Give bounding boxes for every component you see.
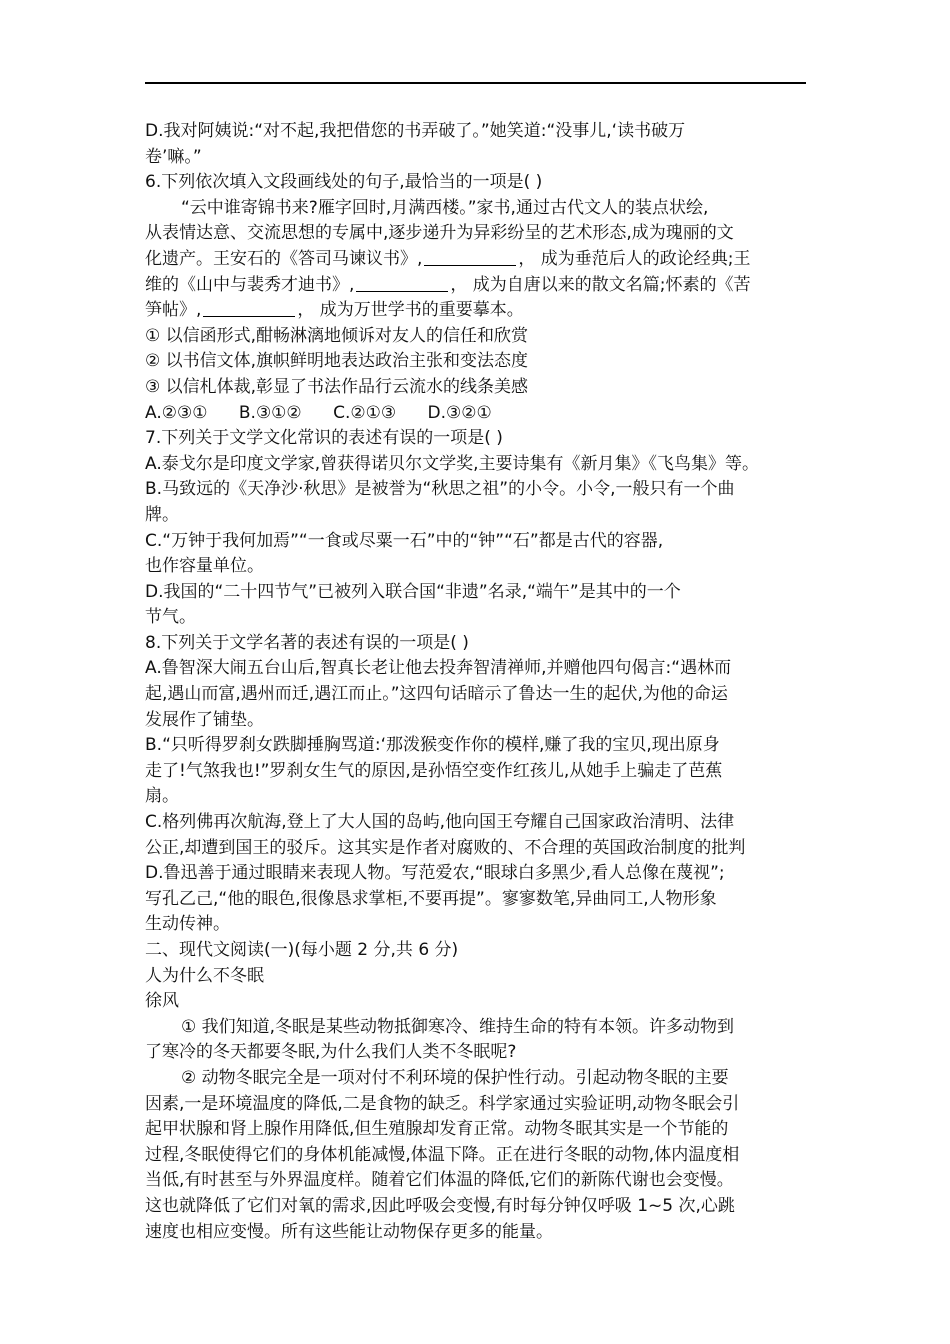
q6-passage-text: 化遗产。王安石的《答司马谏议书》, (145, 248, 423, 269)
paragraph-2-line: ② 动物冬眠完全是一项对付不利环境的保护性行动。引起动物冬眠的主要 (181, 1067, 729, 1088)
document-body (145, 119, 809, 1245)
q7-line: 牌。 (145, 504, 179, 525)
q7-line: C.“万钟于我何加焉”“一食或尽粟一石”中的“钟”“石”都是古代的容器, (145, 530, 664, 551)
q8-line: 发展作了铺垫。 (145, 709, 264, 730)
q6-passage-line (145, 273, 809, 299)
q6-passage-line: 从表情达意、交流思想的专属中,逐步递升为异彩纷呈的艺术形态,成为瑰丽的文 (145, 223, 734, 244)
q6-option-d: D.③②① (427, 402, 492, 423)
paragraph-2-line: 起甲状腺和肾上腺作用降低,但生殖腺却发育正常。动物冬眠其实是一个节能的 (145, 1119, 729, 1140)
q8-line: B.“只听得罗刹女跌脚捶胸骂道:‘那泼猴变作你的模样,赚了我的宝贝,现出原身 (145, 735, 720, 756)
q6-option-b: B.③①② (238, 402, 302, 423)
q8-line: 生动传神。 (145, 914, 230, 935)
q7-stem: 7.下列关于文学文化常识的表述有误的一项是( ) (145, 428, 503, 449)
q7-line: 也作容量单位。 (145, 556, 264, 577)
q7-line: B.马致远的《天净沙·秋思》是被誉为“秋思之祖”的小令。小令,一般只有一个曲 (145, 479, 735, 500)
q8-line: 起,遇山而富,遇州而迁,遇江而止。”这四句话暗示了鲁达一生的起伏,为他的命运 (145, 684, 728, 705)
q7-line: 节气。 (145, 607, 196, 628)
q6-passage-text: 笋帖》, (145, 300, 202, 321)
q6-passage-line (145, 298, 809, 324)
q8-line: D.鲁迅善于通过眼睛来表现人物。写范爱农,“眼球白多黑少,看人总像在蔑视”; (145, 863, 725, 884)
paragraph-2-line: 速度也相应变慢。所有这些能让动物保存更多的能量。 (145, 1221, 553, 1242)
q7-line: A.泰戈尔是印度文学家,曾获得诺贝尔文学奖,主要诗集有《新月集》《飞鸟集》等。 (145, 453, 760, 474)
q8-line: 扇。 (145, 786, 179, 807)
paragraph-2-line: 这也就降低了它们对氧的需求,因此呼吸会变慢,有时每分钟仅呼吸 1~5 次,心跳 (145, 1195, 735, 1216)
q8-line: 写孔乙己,“他的眼色,很像恳求掌柜,不要再提”。寥寥数笔,异曲同工,人物形象 (145, 888, 717, 909)
q6-passage-text: ， 成为垂范后人的政论经典;王 (518, 248, 751, 269)
q8-stem: 8.下列关于文学名著的表述有误的一项是( ) (145, 632, 469, 653)
q7-line: D.我国的“二十四节气”已被列入联合国“非遗”名录,“端午”是其中的一个 (145, 581, 681, 602)
header-rule (145, 82, 806, 84)
q6-item-2: ② 以书信文体,旗帜鲜明地表达政治主张和变法态度 (145, 351, 529, 372)
article-title: 人为什么不冬眠 (145, 965, 264, 986)
q6-item-3: ③ 以信札体裁,彰显了书法作品行云流水的线条美感 (145, 376, 529, 397)
q6-passage-text: ， 成为万世学书的重要摹本。 (297, 300, 524, 321)
q6-options (145, 401, 809, 427)
q6-passage-text: 维的《山中与裴秀才迪书》, (145, 274, 355, 295)
q6-stem: 6.下列依次填入文段画线处的句子,最恰当的一项是( ) (145, 172, 543, 193)
q6-passage-line (145, 247, 809, 273)
paragraph-1-line: 了寒冷的冬天都要冬眠,为什么我们人类不冬眠呢? (145, 1042, 517, 1063)
q8-line: C.格列佛再次航海,登上了大人国的岛屿,他向国王夸耀自己国家政治清明、法律 (145, 812, 735, 833)
q6-option-a: A.②③① (145, 402, 208, 423)
q5-option-d-line-2: 卷’嘛。” (145, 146, 202, 167)
answer-blank-1 (424, 249, 516, 266)
answer-blank-3 (203, 300, 295, 317)
article-author: 徐风 (145, 991, 179, 1012)
section-heading: 二、现代文阅读(一)(每小题 2 分,共 6 分) (145, 940, 459, 960)
q6-passage-text: ， 成为自唐以来的散文名篇;怀素的《苦 (450, 274, 751, 295)
q8-line: A.鲁智深大闹五台山后,智真长老让他去投奔智清禅师,并赠他四句偈言:“遇林而 (145, 658, 732, 679)
paragraph-2-line: 因素,一是环境温度的降低,二是食物的缺乏。科学家通过实验证明,动物冬眠会引 (145, 1093, 740, 1114)
paragraph-1-line: ① 我们知道,冬眠是某些动物抵御寒冷、维持生命的特有本领。许多动物到 (181, 1016, 735, 1037)
q6-item-1: ① 以信函形式,酣畅淋漓地倾诉对友人的信任和欣赏 (145, 325, 529, 346)
answer-blank-2 (356, 275, 448, 292)
q8-line: 走了!气煞我也!”罗刹女生气的原因,是孙悟空变作红孩儿,从她手上骗走了芭蕉 (145, 760, 723, 781)
q6-option-c: C.②①③ (333, 402, 397, 423)
q5-option-d-line-1: D.我对阿姨说:“对不起,我把借您的书弄破了。”她笑道:“没事儿,‘读书破万 (145, 121, 686, 141)
q6-passage-line: “云中谁寄锦书来?雁字回时,月满西楼。”家书,通过古代文人的装点状绘, (181, 197, 709, 218)
q8-line: 公正,却遭到国王的驳斥。这其实是作者对腐败的、不合理的英国政治制度的批判 (145, 837, 746, 858)
paragraph-2-line: 当低,有时甚至与外界温度样。随着它们体温的降低,它们的新陈代谢也会变慢。 (145, 1170, 734, 1191)
paragraph-2-line: 过程,冬眠使得它们的身体机能减慢,体温下降。正在进行冬眠的动物,体内温度相 (145, 1144, 740, 1165)
